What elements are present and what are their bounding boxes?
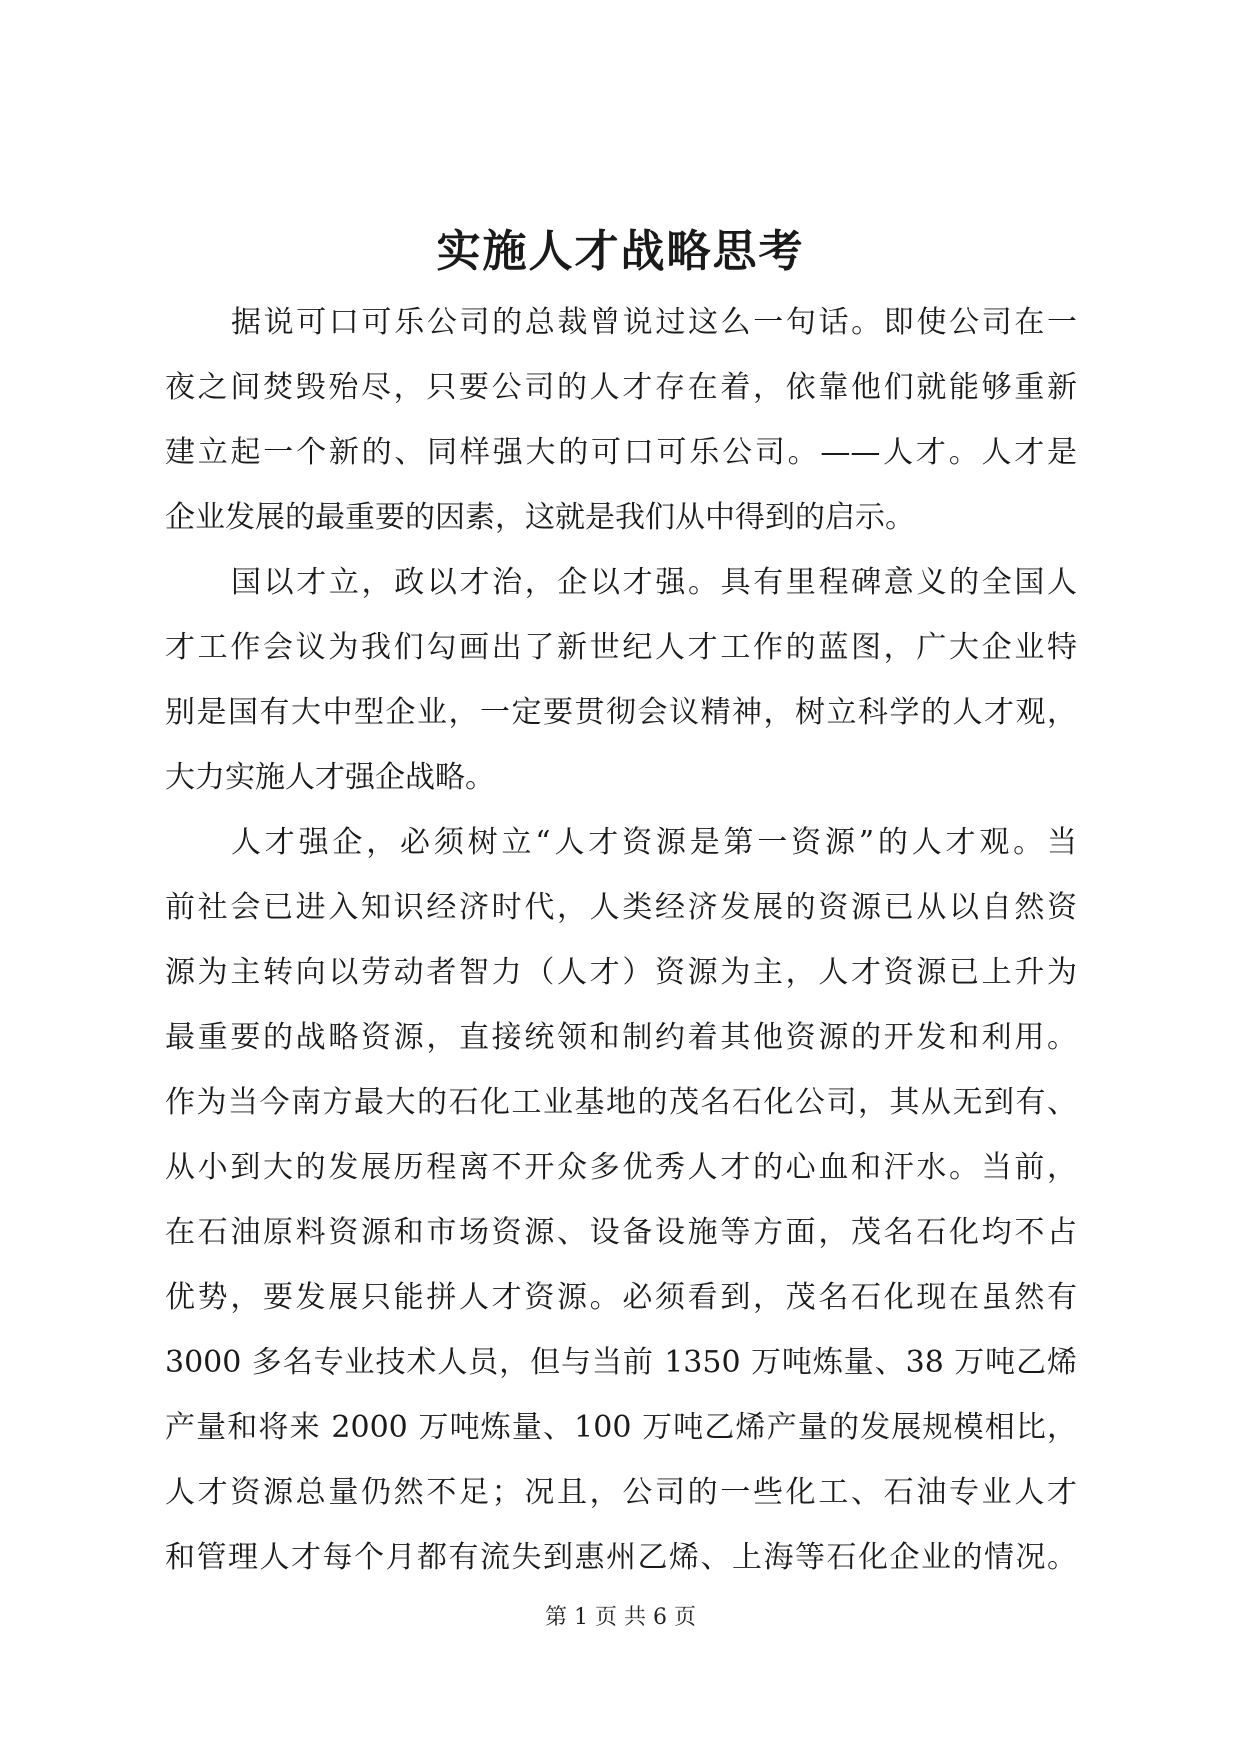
text-line: 人才强企，必须树立“人才资源是第一资源”的人才观。当 xyxy=(231,825,1077,860)
text-line: 作为当今南方最大的石化工业基地的茂名石化公司，其从无到有、 xyxy=(165,1085,1077,1120)
text-line: 大力实施人才强企战略。 xyxy=(165,760,495,795)
text-line: 人才资源总量仍然不足；况且，公司的一些化工、石油专业人才 xyxy=(165,1475,1077,1510)
document-body xyxy=(165,290,1077,1590)
text-line: 前社会已进入知识经济时代，人类经济发展的资源已从以自然资 xyxy=(165,890,1077,925)
text-line: 建立起一个新的、同样强大的可口可乐公司。——人才。人才是 xyxy=(165,435,1077,470)
text-line: 源为主转向以劳动者智力（人才）资源为主，人才资源已上升为 xyxy=(165,955,1077,990)
text-line: 在石油原料资源和市场资源、设备设施等方面，茂名石化均不占 xyxy=(165,1215,1077,1250)
text-line: 3000 多名专业技术人员，但与当前 1350 万吨炼量、38 万吨乙烯 xyxy=(165,1345,1077,1380)
text-line: 产量和将来 2000 万吨炼量、100 万吨乙烯产量的发展规模相比， xyxy=(165,1410,1077,1445)
text-line: 从小到大的发展历程离不开众多优秀人才的心血和汗水。当前， xyxy=(165,1150,1077,1185)
text-line: 据说可口可乐公司的总裁曾说过这么一句话。即使公司在一 xyxy=(231,305,1077,340)
text-line: 最重要的战略资源，直接统领和制约着其他资源的开发和利用。 xyxy=(165,1020,1077,1055)
text-line: 才工作会议为我们勾画出了新世纪人才工作的蓝图，广大企业特 xyxy=(165,630,1077,665)
text-line: 夜之间焚毁殆尽，只要公司的人才存在着，依靠他们就能够重新 xyxy=(165,370,1077,405)
text-line: 和管理人才每个月都有流失到惠州乙烯、上海等石化企业的情况。 xyxy=(165,1540,1077,1575)
page-footer: 第 1 页 共 6 页 xyxy=(545,1605,696,1630)
text-line: 企业发展的最重要的因素，这就是我们从中得到的启示。 xyxy=(165,500,915,535)
text-line: 优势，要发展只能拼人才资源。必须看到，茂名石化现在虽然有 xyxy=(165,1280,1077,1315)
document-title: 实施人才战略思考 xyxy=(436,226,805,277)
text-line: 国以才立，政以才治，企以才强。具有里程碑意义的全国人 xyxy=(231,565,1077,600)
text-line: 别是国有大中型企业，一定要贯彻会议精神，树立科学的人才观， xyxy=(165,695,1077,730)
